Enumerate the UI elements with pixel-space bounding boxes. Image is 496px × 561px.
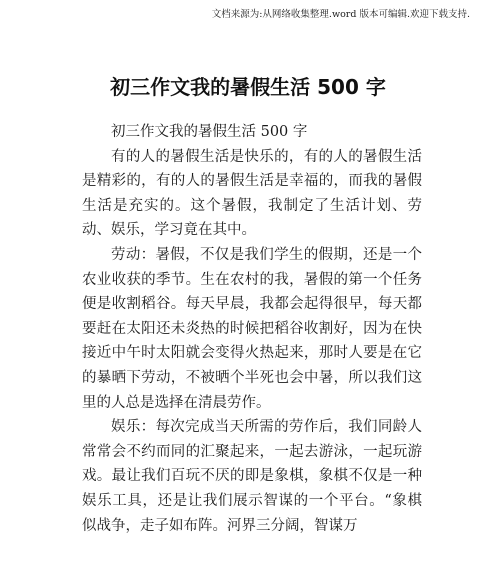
- paragraph-intro: 有的人的暑假生活是快乐的，有的人的暑假生活是精彩的，有的人的暑假生活是幸福的，而我的暑假生活是充实的。这个暑假，我制定了生活计划、劳动、娱乐，学习竟在其中。: [82, 148, 422, 239]
- document-title: 初三作文我的暑假生活 500 字: [110, 75, 386, 100]
- document-body: [82, 120, 422, 538]
- paragraph-labor: 劳动：暑假，不仅是我们学生的假期，还是一个农业收获的季节。生在农村的我，暑假的第一个任务便是收割稻谷。每天早晨，我都会起得很早，每天都要赶在太阳还未炎热的时候把稻谷收割好，因为在快接近中午时太阳就会变得火热起来，那时人要是在它的暴晒下劳动，不被晒个半死也会中暑，所以我们这里的人总是选择在清晨劳作。: [82, 246, 422, 411]
- source-note: 文档来源为:从网络收集整理.word 版本可编辑.欢迎下载支持.: [211, 9, 470, 20]
- paragraph-entertainment: 娱乐：每次完成当天所需的劳作后，我们同龄人常常会不约而同的汇聚起来，一起去游泳，一起玩游戏。最让我们百玩不厌的即是象棋，象棋不仅是一种娱乐工具，还是让我们展示智谋的一个平台。“象棋似战争，走子如布阵。河界三分阔，智谋万: [82, 419, 422, 534]
- paragraph-subtitle: 初三作文我的暑假生活 500 字: [111, 124, 308, 140]
